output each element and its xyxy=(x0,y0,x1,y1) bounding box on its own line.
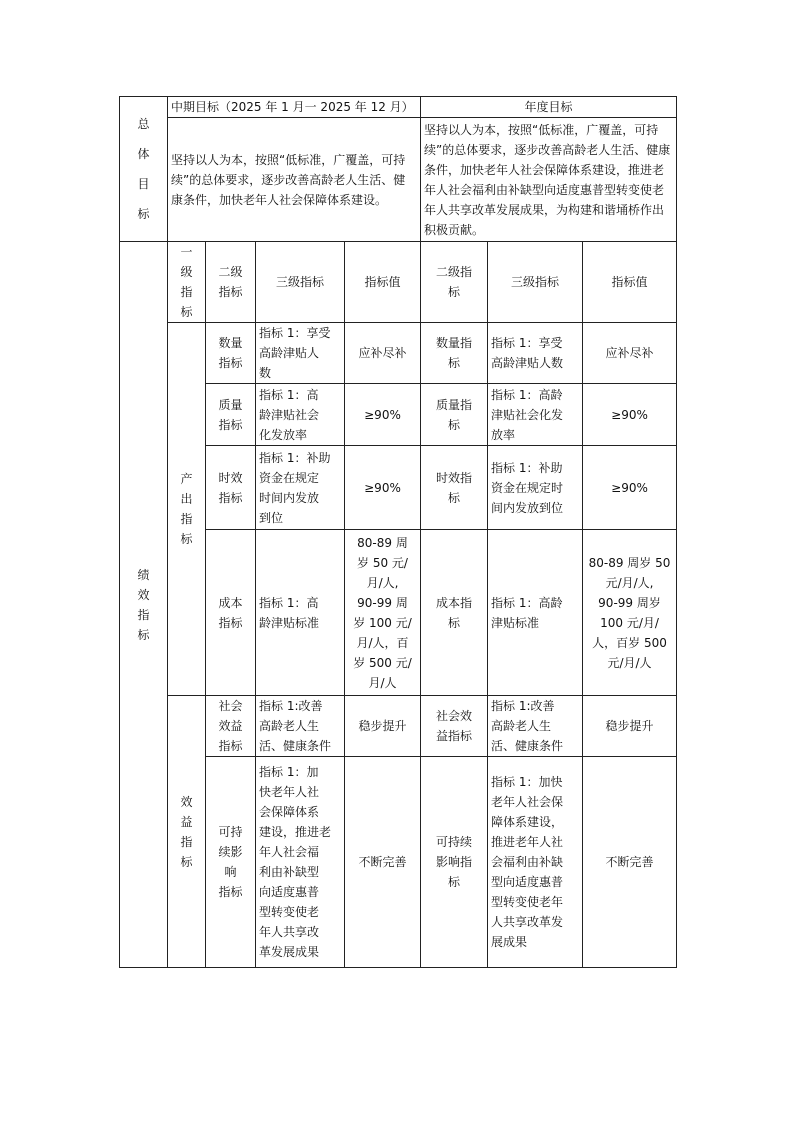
level3-cell: 指标 1：享受 高龄津贴人 数 xyxy=(256,323,345,384)
level3-annual-cell: 指标 1：加快 老年人社会保 障体系建设， 推进老年人社 会福利由补缺 型向适度惠普 型转变使老年 人共享改革发 展成果 xyxy=(488,757,583,968)
value-cell: ≥90% xyxy=(345,446,421,530)
level2-annual-cell: 时效指 标 xyxy=(421,446,488,530)
level2-cell: 数量 指标 xyxy=(206,323,256,384)
value-annual-cell: ≥90% xyxy=(583,446,677,530)
header-level3: 三级指标 xyxy=(256,242,345,323)
level3-annual-cell: 指标 1：享受 高龄津贴人数 xyxy=(488,323,583,384)
level2-cell: 可持 续影 响 指标 xyxy=(206,757,256,968)
header-value: 指标值 xyxy=(345,242,421,323)
value-cell: 稳步提升 xyxy=(345,696,421,757)
level2-annual-cell: 数量指 标 xyxy=(421,323,488,384)
level2-cell: 时效 指标 xyxy=(206,446,256,530)
level3-cell: 指标 1：高 龄津贴社会 化发放率 xyxy=(256,384,345,446)
header-value-annual: 指标值 xyxy=(583,242,677,323)
total-goal-label: 总 体 目 标 xyxy=(137,117,150,221)
header-level2-annual: 二级指 标 xyxy=(421,242,488,323)
value-cell: 应补尽补 xyxy=(345,323,421,384)
level2-annual-cell: 成本指 标 xyxy=(421,530,488,696)
performance-label: 绩 效 指 标 xyxy=(137,567,150,642)
level3-annual-cell: 指标 1：高龄 津贴社会化发 放率 xyxy=(488,384,583,446)
performance-label-cell xyxy=(120,242,168,968)
value-annual-cell: ≥90% xyxy=(583,384,677,446)
table-row xyxy=(120,696,677,757)
annual-goal-text: 坚持以人为本，按照“低标准，广覆盖，可持续”的总体要求，逐步改善高龄老人生活、健康条件，加快老年人社会保障体系建设，推进老年人社会福利由补缺型向适度惠普型转变使老年人共享改革发展成果，为构建和谐埇桥作出积极贡献。 xyxy=(421,118,677,242)
level2-cell: 社会 效益 指标 xyxy=(206,696,256,757)
level3-cell: 指标 1：高 龄津贴标准 xyxy=(256,530,345,696)
value-cell: ≥90% xyxy=(345,384,421,446)
value-cell: 不断完善 xyxy=(345,757,421,968)
annual-goal-header: 年度目标 xyxy=(421,97,677,118)
level2-annual-cell: 社会效 益指标 xyxy=(421,696,488,757)
level2-annual-cell: 质量指 标 xyxy=(421,384,488,446)
level3-annual-cell: 指标 1:改善 高龄老人生 活、健康条件 xyxy=(488,696,583,757)
value-annual-cell: 80-89 周岁 50 元/月/人, 90-99 周岁 100 元/月/ 人，百岁 500 元/月/人 xyxy=(583,530,677,696)
level2-annual-cell: 可持续 影响指 标 xyxy=(421,757,488,968)
total-goal-label-cell xyxy=(120,97,168,242)
level3-cell: 指标 1：加 快老年人社 会保障体系 建设，推进老 年人社会福 利由补缺型 向适度惠普 型转变使老 年人共享改 革发展成果 xyxy=(256,757,345,968)
benefit-indicator-group: 效 益 指 标 xyxy=(168,696,206,968)
level2-cell: 成本 指标 xyxy=(206,530,256,696)
output-indicator-group: 产 出 指 标 xyxy=(168,323,206,696)
level3-cell: 指标 1：补助 资金在规定 时间内发放 到位 xyxy=(256,446,345,530)
mid-term-goal-header: 中期目标（2025 年 1 月一 2025 年 12 月） xyxy=(168,97,421,118)
header-level3-annual: 三级指标 xyxy=(488,242,583,323)
mid-term-goal-text: 坚持以人为本，按照“低标准，广覆盖，可持续”的总体要求，逐步改善高龄老人生活、健康条件，加快老年人社会保障体系建设。 xyxy=(168,118,421,242)
level3-cell: 指标 1:改善 高龄老人生 活、健康条件 xyxy=(256,696,345,757)
level3-annual-cell: 指标 1：补助 资金在规定时 间内发放到位 xyxy=(488,446,583,530)
header-level1: 一 级 指 标 xyxy=(168,242,206,323)
level3-annual-cell: 指标 1：高龄 津贴标准 xyxy=(488,530,583,696)
value-annual-cell: 稳步提升 xyxy=(583,696,677,757)
table-row xyxy=(120,323,677,384)
level2-cell: 质量 指标 xyxy=(206,384,256,446)
performance-target-table xyxy=(119,96,677,968)
header-level2: 二级 指标 xyxy=(206,242,256,323)
value-cell: 80-89 周 岁 50 元/ 月/人, 90-99 周 岁 100 元/ 月/人，百 岁 500 元/ 月/人 xyxy=(345,530,421,696)
value-annual-cell: 应补尽补 xyxy=(583,323,677,384)
value-annual-cell: 不断完善 xyxy=(583,757,677,968)
